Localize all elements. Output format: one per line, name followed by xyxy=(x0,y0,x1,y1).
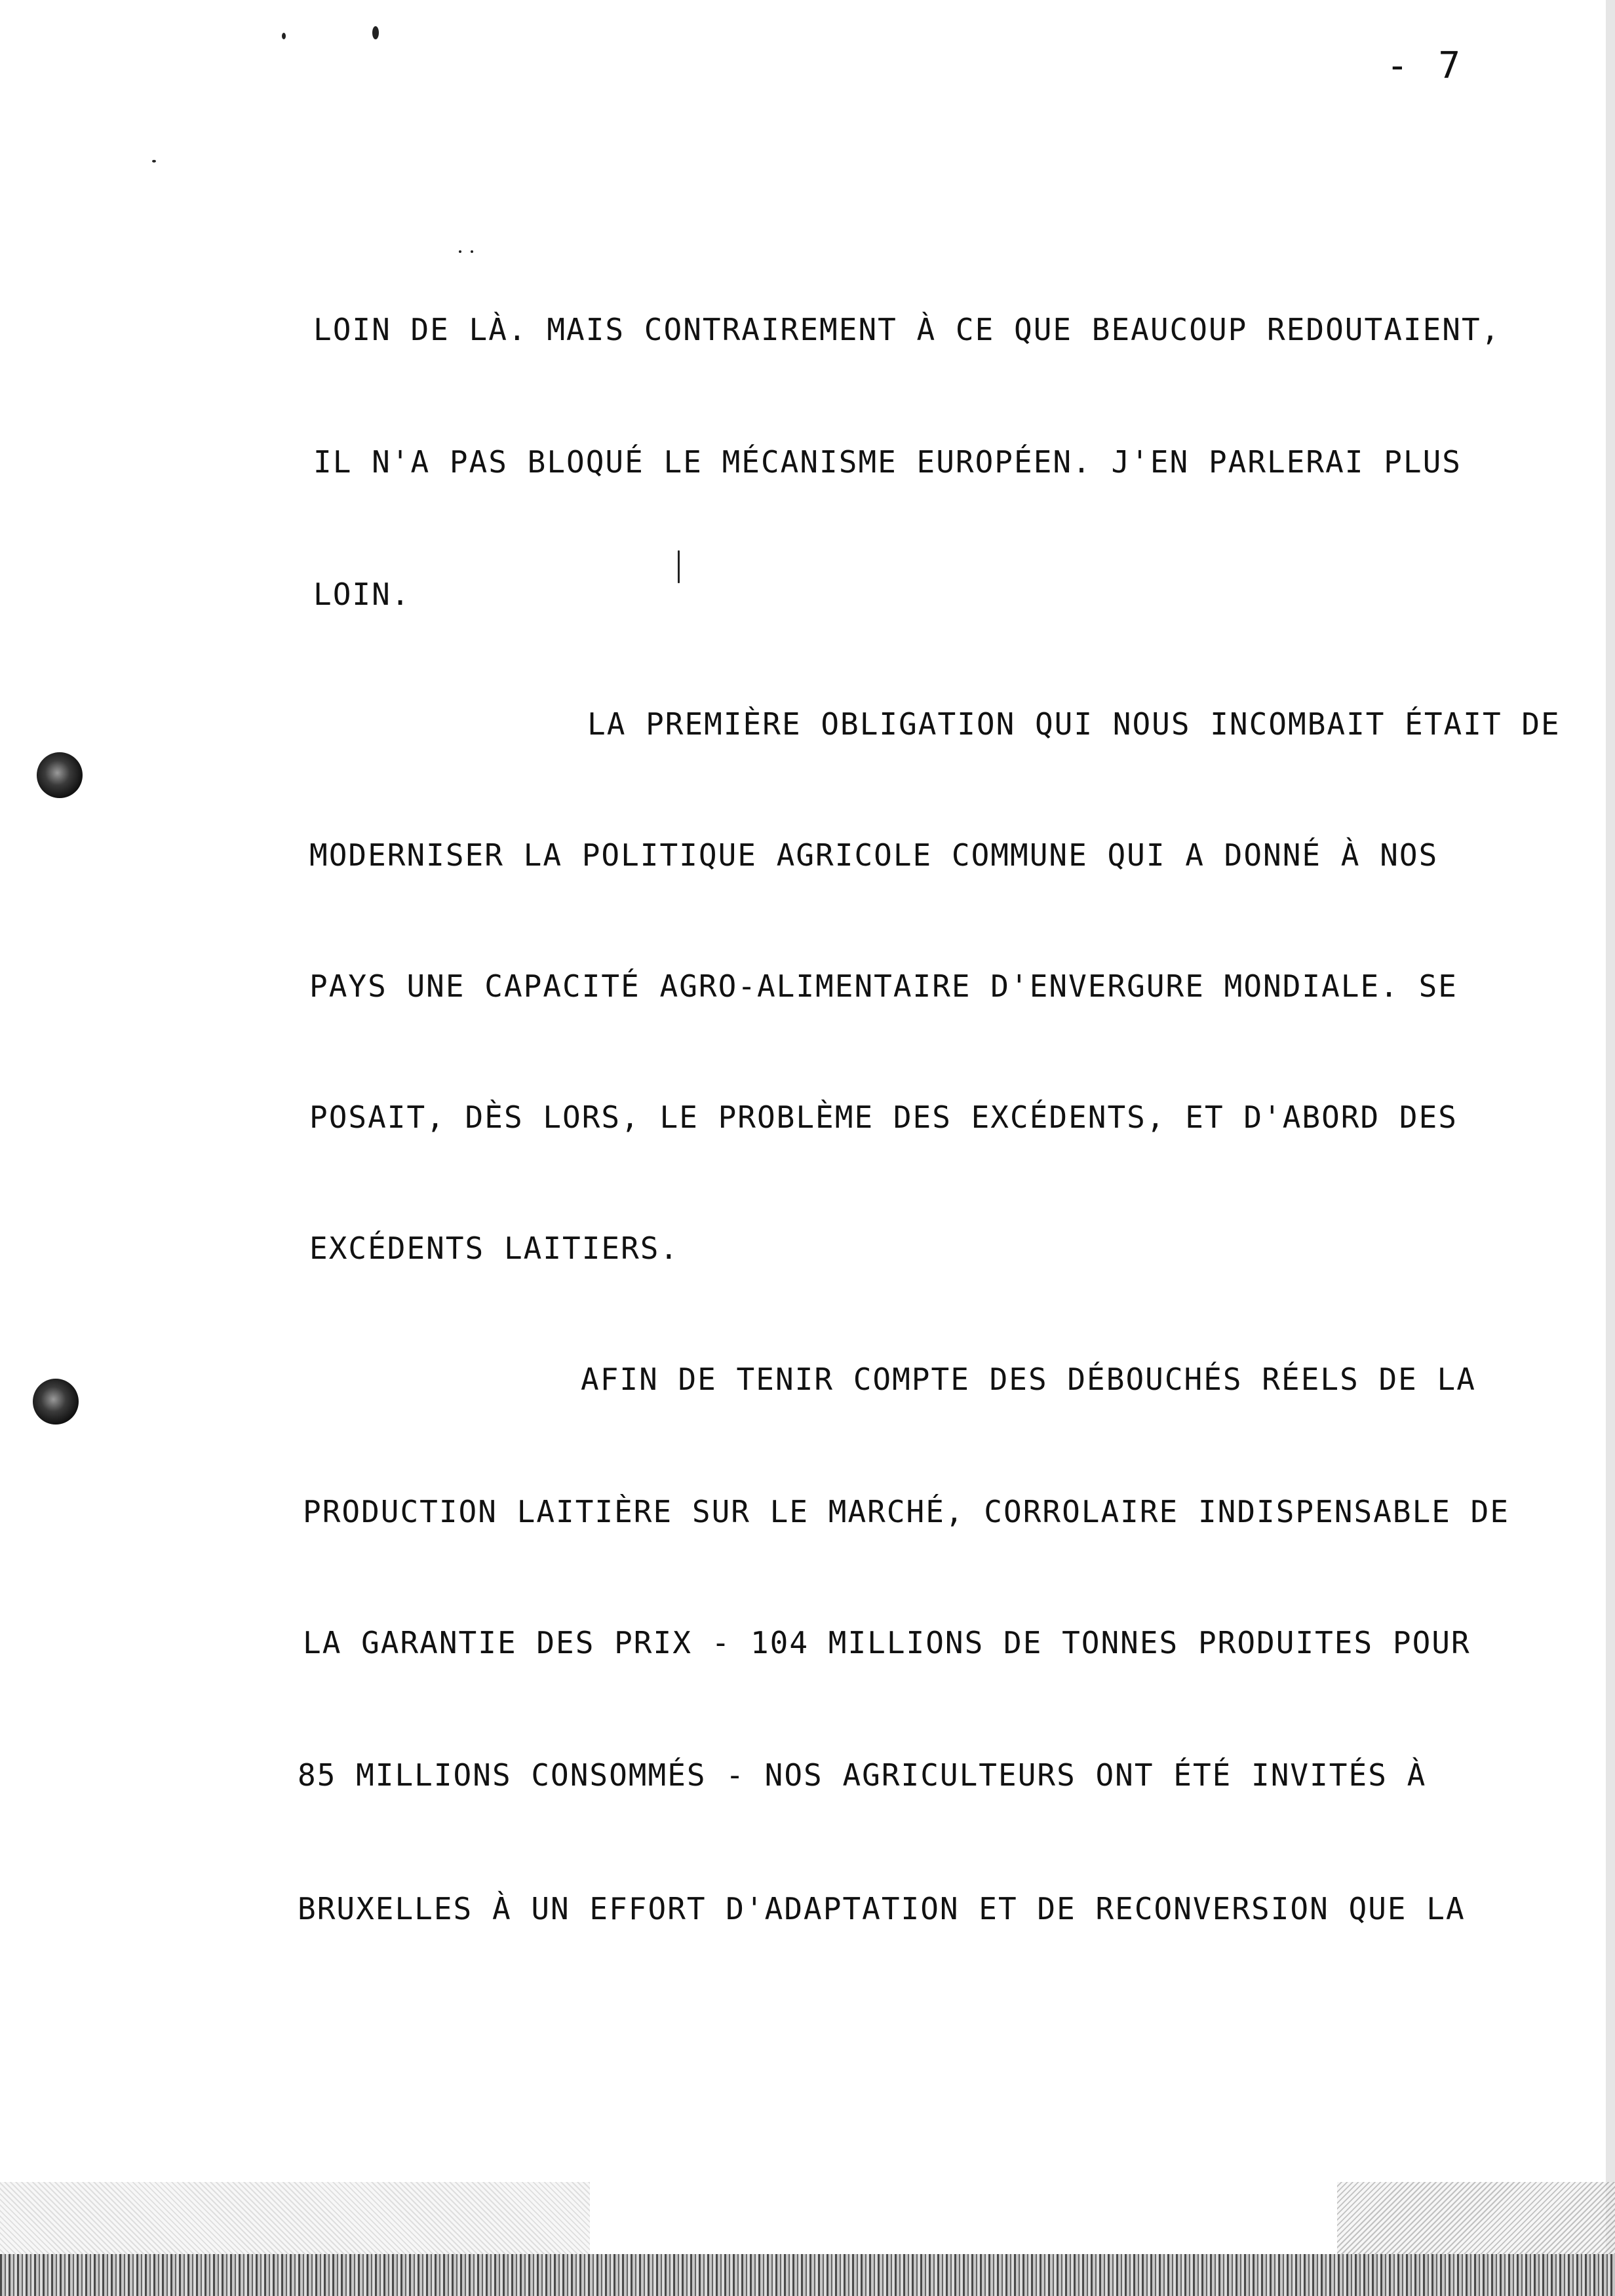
body-line: IL N'A PAS BLOQUÉ LE MÉCANISME EUROPÉEN. J'EN PARLERAI PLUS xyxy=(313,444,1462,480)
scan-speck xyxy=(459,250,461,253)
body-line: MODERNISER LA POLITIQUE AGRICOLE COMMUNE QUI A DONNÉ À NOS xyxy=(309,837,1439,873)
body-line: EXCÉDENTS LAITIERS. xyxy=(309,1231,680,1266)
body-line: PAYS UNE CAPACITÉ AGRO-ALIMENTAIRE D'ENVERGURE MONDIALE. SE xyxy=(309,968,1458,1004)
scan-speck xyxy=(372,26,379,39)
scan-speck xyxy=(678,550,680,583)
body-line: LA GARANTIE DES PRIX - 104 MILLIONS DE TONNES PRODUITES POUR xyxy=(303,1625,1471,1660)
scan-speck xyxy=(282,33,286,39)
scan-speck xyxy=(471,250,473,253)
punch-hole-top xyxy=(37,752,83,798)
body-line: POSAIT, DÈS LORS, LE PROBLÈME DES EXCÉDENTS, ET D'ABORD DES xyxy=(309,1100,1458,1135)
scan-speck xyxy=(152,160,156,163)
punch-hole-bottom xyxy=(33,1379,79,1425)
body-line: AFIN DE TENIR COMPTE DES DÉBOUCHÉS RÉELS DE LA xyxy=(581,1362,1476,1397)
scan-smudge-right xyxy=(1337,2182,1615,2254)
page-right-edge xyxy=(1606,0,1615,2296)
body-line: LOIN. xyxy=(313,577,411,612)
body-line: PRODUCTION LAITIÈRE SUR LE MARCHÉ, CORROLAIRE INDISPENSABLE DE xyxy=(303,1494,1510,1529)
page-number: - 7 xyxy=(1386,45,1465,87)
body-line: BRUXELLES À UN EFFORT D'ADAPTATION ET DE RECONVERSION QUE LA xyxy=(298,1891,1466,1926)
body-line: LA PREMIÈRE OBLIGATION QUI NOUS INCOMBAIT ÉTAIT DE xyxy=(587,706,1561,742)
body-line: 85 MILLIONS CONSOMMÉS - NOS AGRICULTEURS ONT ÉTÉ INVITÉS À xyxy=(298,1757,1427,1793)
scan-smudge-left xyxy=(0,2182,590,2254)
scan-edge-noise xyxy=(0,2254,1615,2296)
body-line: LOIN DE LÀ. MAIS CONTRAIREMENT À CE QUE BEAUCOUP REDOUTAIENT, xyxy=(313,312,1501,347)
